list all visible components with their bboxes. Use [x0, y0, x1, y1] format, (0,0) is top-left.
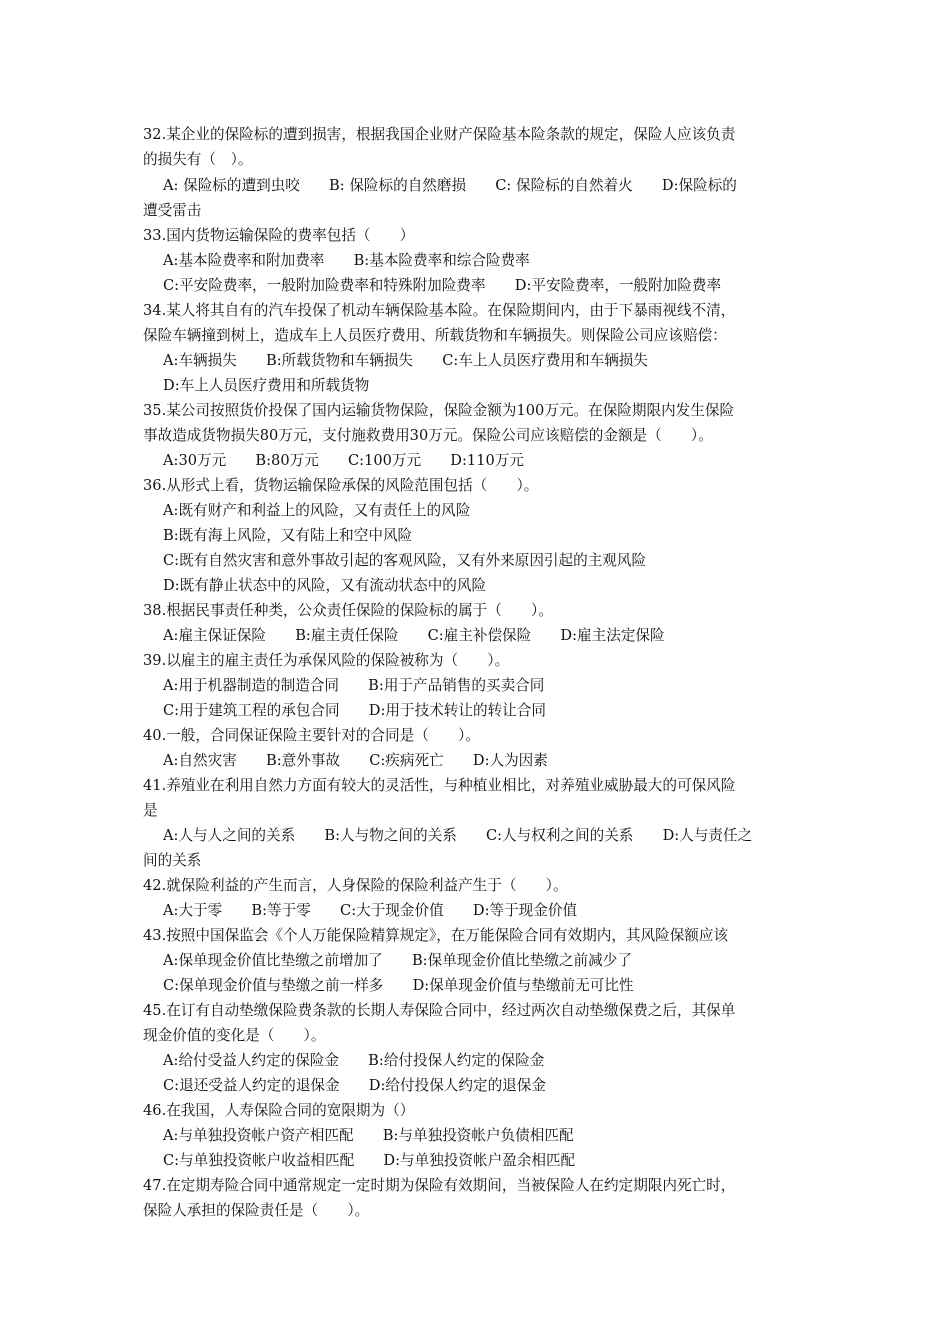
question-46-options-ab: A:与单独投资帐户资产相匹配 B:与单独投资帐户负债相匹配: [163, 1127, 574, 1144]
question-38-options: A:雇主保证保险 B:雇主责任保险 C:雇主补偿保险 D:雇主法定保险: [163, 627, 665, 644]
question-32-options: A: 保险标的遭到虫咬 B: 保险标的自然磨损 C: 保险标的自然着火 D:保险标的: [163, 177, 737, 194]
question-33-options-ab: A:基本险费率和附加费率 B:基本险费率和综合险费率: [163, 252, 530, 269]
question-43-options-ab: A:保单现金价值比垫缴之前增加了 B:保单现金价值比垫缴之前减少了: [163, 952, 632, 969]
question-35-options: A:30万元 B:80万元 C:100万元 D:110万元: [163, 452, 524, 469]
question-32-text-cont: 的损失有（ ）。: [143, 151, 253, 168]
question-39-options-ab: A:用于机器制造的制造合同 B:用于产品销售的买卖合同: [163, 677, 545, 694]
question-45-options-ab: A:给付受益人约定的保险金 B:给付投保人约定的保险金: [163, 1052, 545, 1069]
question-34-options-d: D:车上人员医疗费用和所载货物: [163, 377, 370, 394]
question-41-options: A:人与人之间的关系 B:人与物之间的关系 C:人与权利之间的关系 D:人与责任之: [163, 827, 753, 844]
question-36-text: 36.从形式上看，货物运输保险承保的风险范围包括（ ）。: [143, 477, 539, 494]
question-39-options-cd: C:用于建筑工程的承包合同 D:用于技术转让的转让合同: [163, 702, 546, 719]
question-43-text: 43.按照中国保监会《个人万能保险精算规定》，在万能保险合同有效期内，其风险保额应该: [143, 927, 729, 944]
question-43-options-cd: C:保单现金价值与垫缴之前一样多 D:保单现金价值与垫缴前无可比性: [163, 977, 634, 994]
question-46-text: 46.在我国，人寿保险合同的宽限期为（）: [143, 1102, 415, 1119]
question-38-text: 38.根据民事责任种类，公众责任保险的保险标的属于（ ）。: [143, 602, 553, 619]
question-42-options: A:大于零 B:等于零 C:大于现金价值 D:等于现金价值: [163, 902, 578, 919]
question-45-options-cd: C:退还受益人约定的退保金 D:给付投保人约定的退保金: [163, 1077, 546, 1094]
question-34-text-cont: 保险车辆撞到树上，造成车上人员医疗费用、所载货物和车辆损失。则保险公司应该赔偿：: [143, 327, 727, 344]
question-33-options-cd: C:平安险费率，一般附加险费率和特殊附加险费率 D:平安险费率，一般附加险费率: [163, 277, 722, 294]
question-41-text-cont: 是: [143, 802, 158, 819]
question-35-text-cont: 事故造成货物损失80万元，支付施救费用30万元。保险公司应该赔偿的金额是（ ）。: [143, 427, 713, 444]
question-45-text: 45.在订有自动垫缴保险费条款的长期人寿保险合同中，经过两次自动垫缴保费之后，其保单: [143, 1002, 736, 1019]
question-32-text: 32.某企业的保险标的遭到损害，根据我国企业财产保险基本险条款的规定，保险人应该负责: [143, 126, 736, 143]
question-47-text-cont: 保险人承担的保险责任是（ ）。: [143, 1202, 370, 1219]
question-36-option-d: D:既有静止状态中的风险，又有流动状态中的风险: [163, 577, 487, 594]
question-34-text: 34.某人将其自有的汽车投保了机动车辆保险基本险。在保险期间内，由于下暴雨视线不清，: [143, 302, 736, 319]
question-41-text: 41.养殖业在利用自然力方面有较大的灵活性，与种植业相比，对养殖业威胁最大的可保风险: [143, 777, 736, 794]
question-39-text: 39.以雇主的雇主责任为承保风险的保险被称为（ ）。: [143, 652, 510, 669]
question-36-option-c: C:既有自然灾害和意外事故引起的客观风险，又有外来原因引起的主观风险: [163, 552, 647, 569]
question-45-text-cont: 现金价值的变化是（ ）。: [143, 1027, 326, 1044]
question-46-options-cd: C:与单独投资帐户收益相匹配 D:与单独投资帐户盈余相匹配: [163, 1152, 576, 1169]
question-34-options-abc: A:车辆损失 B:所载货物和车辆损失 C:车上人员医疗费用和车辆损失: [163, 352, 648, 369]
question-42-text: 42.就保险利益的产生而言，人身保险的保险利益产生于（ ）。: [143, 877, 568, 894]
question-33-text: 33.国内货物运输保险的费率包括（ ）: [143, 227, 415, 244]
question-36-option-a: A:既有财产和利益上的风险，又有责任上的风险: [163, 502, 471, 519]
question-40-options: A:自然灾害 B:意外事故 C:疾病死亡 D:人为因素: [163, 752, 548, 769]
question-47-text: 47.在定期寿险合同中通常规定一定时期为保险有效期间，当被保险人在约定期限内死亡时，: [143, 1177, 736, 1194]
question-41-options-cont: 间的关系: [143, 852, 202, 869]
question-36-option-b: B:既有海上风险，又有陆上和空中风险: [163, 527, 413, 544]
question-40-text: 40.一般，合同保证保险主要针对的合同是（ ）。: [143, 727, 480, 744]
question-32-options-cont: 遭受雷击: [143, 202, 202, 219]
question-35-text: 35.某公司按照货价投保了国内运输货物保险，保险金额为100万元。在保险期限内发生保险: [143, 402, 735, 419]
